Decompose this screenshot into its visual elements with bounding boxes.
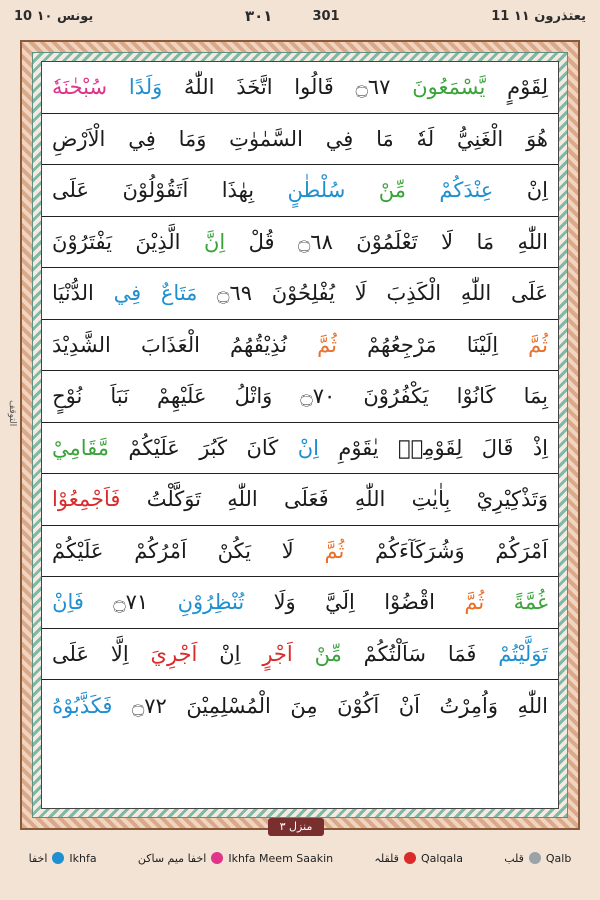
- verse-word: عَلَى: [511, 281, 548, 306]
- verse-word: مَتَاعٌ: [160, 281, 198, 306]
- legend-color-dot-icon: [211, 852, 223, 864]
- tajweed-legend: [0, 846, 600, 870]
- verse-word: ثُمَّ: [324, 538, 345, 563]
- verse-lines: [42, 62, 558, 808]
- verse-word: اقْضُوْا: [384, 590, 435, 615]
- verse-word: اِذْ: [532, 435, 548, 460]
- verse-word: مَا: [376, 126, 394, 151]
- verse-word: ۝٧٢: [131, 693, 167, 718]
- verse-word: فِي: [128, 126, 156, 151]
- verse-word: قَالَ: [481, 435, 514, 460]
- verse-word: عَلَيْهِمْ: [157, 384, 207, 409]
- legend-label: Qalb: [545, 851, 572, 865]
- verse-word: كَبُرَ: [199, 435, 228, 460]
- verse-word: هُوَ: [526, 126, 548, 151]
- verse-word: مِنَ: [290, 693, 318, 718]
- header-left: 10 يونس ١٠: [14, 8, 94, 24]
- verse-word: لِقَوْمٍ: [507, 75, 548, 100]
- verse-word: اَمْرُكُمْ: [134, 538, 187, 563]
- verse-word: اللّٰهُ: [184, 75, 215, 100]
- verse-word: يٰقَوْمِ: [338, 435, 379, 460]
- verse-word: ۝٧١: [113, 590, 149, 615]
- verse-word: نَبَاَ: [110, 384, 129, 409]
- verse-word: اِلَّا: [110, 641, 129, 666]
- verse-word: كَانَ: [246, 435, 279, 460]
- verse-word: لَا: [281, 538, 294, 563]
- legend-item: [29, 852, 97, 865]
- verse-word: وَاتْلُ: [234, 384, 273, 409]
- verse-word: فِي: [113, 281, 142, 306]
- verse-word: اِنْ: [526, 178, 548, 203]
- verse-word: مَّقَامِيْ: [52, 435, 110, 460]
- legend-label-arabic: قلب: [504, 851, 524, 865]
- verse-word: الَّذِيْنَ: [135, 229, 181, 254]
- verse-word: يَفْتَرُوْنَ: [52, 229, 112, 254]
- verse-word: يُفْلِحُوْنَ: [271, 281, 335, 306]
- verse-word: وَشُرَكَآءَكُمْ: [375, 538, 465, 563]
- verse-line: [42, 320, 558, 372]
- verse-word: تُنْظِرُوْنِ: [177, 590, 245, 615]
- legend-label: Ikhfa: [69, 851, 97, 865]
- verse-line: [42, 62, 558, 114]
- verse-word: عَلَى: [52, 641, 90, 666]
- verse-word: ثُمَّ: [317, 332, 337, 357]
- verse-line: [42, 423, 558, 475]
- verse-word: تَوَكَّلْتُ: [146, 487, 201, 512]
- legend-color-dot-icon: [404, 852, 416, 864]
- verse-word: وَمَا: [178, 126, 207, 151]
- legend-color-dot-icon: [52, 852, 64, 864]
- verse-word: لَا: [441, 229, 454, 254]
- legend-color-dot-icon: [529, 852, 541, 864]
- header-center: [245, 7, 340, 25]
- verse-word: اَجْرٍ: [262, 641, 293, 666]
- verse-word: اِنْ: [297, 435, 319, 460]
- verse-word: عَلَيْكُمْ: [52, 538, 104, 563]
- verse-word: الْكَذِبَ: [386, 281, 442, 306]
- verse-word: عِنْدَكُمْ: [439, 178, 494, 203]
- legend-label-arabic: اخفا میم ساکن: [137, 851, 207, 865]
- verse-word: مَا: [476, 229, 495, 254]
- verse-line: [42, 577, 558, 629]
- verse-word: اِلَيْنَا: [466, 332, 499, 357]
- verse-word: الْمُسْلِمِيْنَ: [186, 693, 271, 718]
- verse-word: بِمَا: [523, 384, 548, 409]
- verse-word: فَكَذَّبُوْهُ: [52, 693, 113, 718]
- legend-label-arabic: اخفا: [28, 851, 48, 865]
- verse-line: [42, 680, 558, 732]
- verse-word: لِقَوْمِهٖ: [398, 435, 463, 460]
- verse-word: ثُمَّ: [528, 332, 548, 357]
- verse-word: اِنْ: [219, 641, 241, 666]
- legend-label: Ikhfa Meem Saakin: [228, 851, 334, 865]
- verse-word: وَلَا: [273, 590, 296, 615]
- verse-word: وَتَذْكِيْرِيْ: [476, 487, 548, 512]
- verse-word: وَلَدًا: [128, 75, 163, 100]
- verse-word: الدُّنْيَا: [52, 281, 94, 306]
- verse-word: اَجْرِيَ: [150, 641, 198, 666]
- verse-word: فَمَا: [447, 641, 477, 666]
- verse-word: يَكُنْ: [217, 538, 252, 563]
- verse-word: اللّٰهِ: [517, 693, 548, 718]
- verse-word: فَاِنْ: [52, 590, 84, 615]
- verse-word: سُلْطٰنٍ: [287, 178, 346, 203]
- verse-word: فِي: [325, 126, 354, 151]
- page-number-arabic: ٣٠١: [244, 7, 273, 25]
- verse-word: عَلَى: [52, 178, 90, 203]
- verse-word: السَّمٰوٰتِ: [229, 126, 303, 151]
- legend-label: Qalqala: [420, 851, 463, 865]
- verse-line: [42, 268, 558, 320]
- verse-word: اِلَيَّ: [325, 590, 355, 615]
- header-right: 11 يعتذرون ١١: [491, 8, 586, 24]
- verse-line: [42, 629, 558, 681]
- verse-word: فَعَلَى: [283, 487, 329, 512]
- text-page: [41, 61, 559, 809]
- verse-word: اللّٰهِ: [227, 487, 258, 512]
- inner-border: [32, 52, 568, 818]
- verse-word: نُذِيْقُهُمُ: [230, 332, 288, 357]
- verse-word: مِّنْ: [378, 178, 406, 203]
- legend-item: [504, 852, 571, 865]
- verse-word: ۝٦٧: [355, 75, 391, 100]
- verse-word: لَا: [354, 281, 367, 306]
- verse-word: اِنَّ: [203, 229, 226, 254]
- verse-word: سَاَلْتُكُمْ: [363, 641, 426, 666]
- verse-line: [42, 526, 558, 578]
- verse-word: ۝٦٨: [298, 229, 333, 254]
- verse-word: تَوَلَّيْتُمْ: [498, 641, 548, 666]
- verse-word: مِّنْ: [314, 641, 342, 666]
- verse-word: اَكُوْنَ: [337, 693, 380, 718]
- verse-word: وَاُمِرْتُ: [439, 693, 499, 718]
- side-note: التوقف: [7, 400, 17, 427]
- verse-line: [42, 165, 558, 217]
- verse-line: [42, 114, 558, 166]
- verse-word: لَهٗ: [416, 126, 435, 151]
- verse-word: تَعْلَمُوْنَ: [356, 229, 418, 254]
- legend-label-arabic: قلقلہ: [374, 851, 399, 865]
- legend-item: [374, 852, 463, 865]
- verse-word: غُمَّةً: [513, 590, 548, 615]
- verse-word: كَانُوْا: [456, 384, 496, 409]
- verse-word: الشَّدِيْدَ: [52, 332, 111, 357]
- verse-word: مَرْجِعُهُمْ: [367, 332, 437, 357]
- verse-word: ۝٧٠: [300, 384, 336, 409]
- verse-line: [42, 217, 558, 269]
- verse-word: اللّٰهِ: [354, 487, 386, 512]
- ornamental-border: [20, 40, 580, 830]
- legend-item: [138, 852, 333, 865]
- verse-word: قَالُوا: [294, 75, 334, 100]
- verse-word: فَاَجْمِعُوْا: [52, 487, 121, 512]
- verse-line: [42, 371, 558, 423]
- verse-word: اَمْرَكُمْ: [495, 538, 548, 563]
- verse-word: اَنْ: [398, 693, 420, 718]
- verse-word: اللّٰهِ: [460, 281, 492, 306]
- verse-word: بِهٰذَا: [221, 178, 255, 203]
- verse-word: ثُمَّ: [464, 590, 485, 615]
- verse-line: [42, 474, 558, 526]
- page-header: [0, 0, 600, 32]
- verse-word: اتَّخَذَ: [236, 75, 273, 100]
- verse-word: يَّسْمَعُونَ: [412, 75, 486, 100]
- verse-word: اللّٰهِ: [517, 229, 548, 254]
- verse-word: عَلَيْكُمْ: [128, 435, 180, 460]
- verse-word: الْاَرْضِ: [52, 126, 106, 151]
- verse-word: ۝٦٩: [217, 281, 253, 306]
- verse-word: بِاٰيٰتِ: [411, 487, 451, 512]
- verse-word: قُلْ: [248, 229, 275, 254]
- verse-word: نُوْحٍ: [52, 384, 83, 409]
- page-number: 301: [312, 8, 340, 24]
- verse-word: سُبْحٰنَهٗ: [52, 75, 108, 100]
- verse-word: الْعَذَابَ: [140, 332, 200, 357]
- manzil-badge: منزل ٣: [268, 818, 324, 836]
- verse-word: يَكْفُرُوْنَ: [363, 384, 429, 409]
- verse-word: اَتَقُوْلُوْنَ: [122, 178, 189, 203]
- verse-word: الْغَنِيُّ: [457, 126, 504, 151]
